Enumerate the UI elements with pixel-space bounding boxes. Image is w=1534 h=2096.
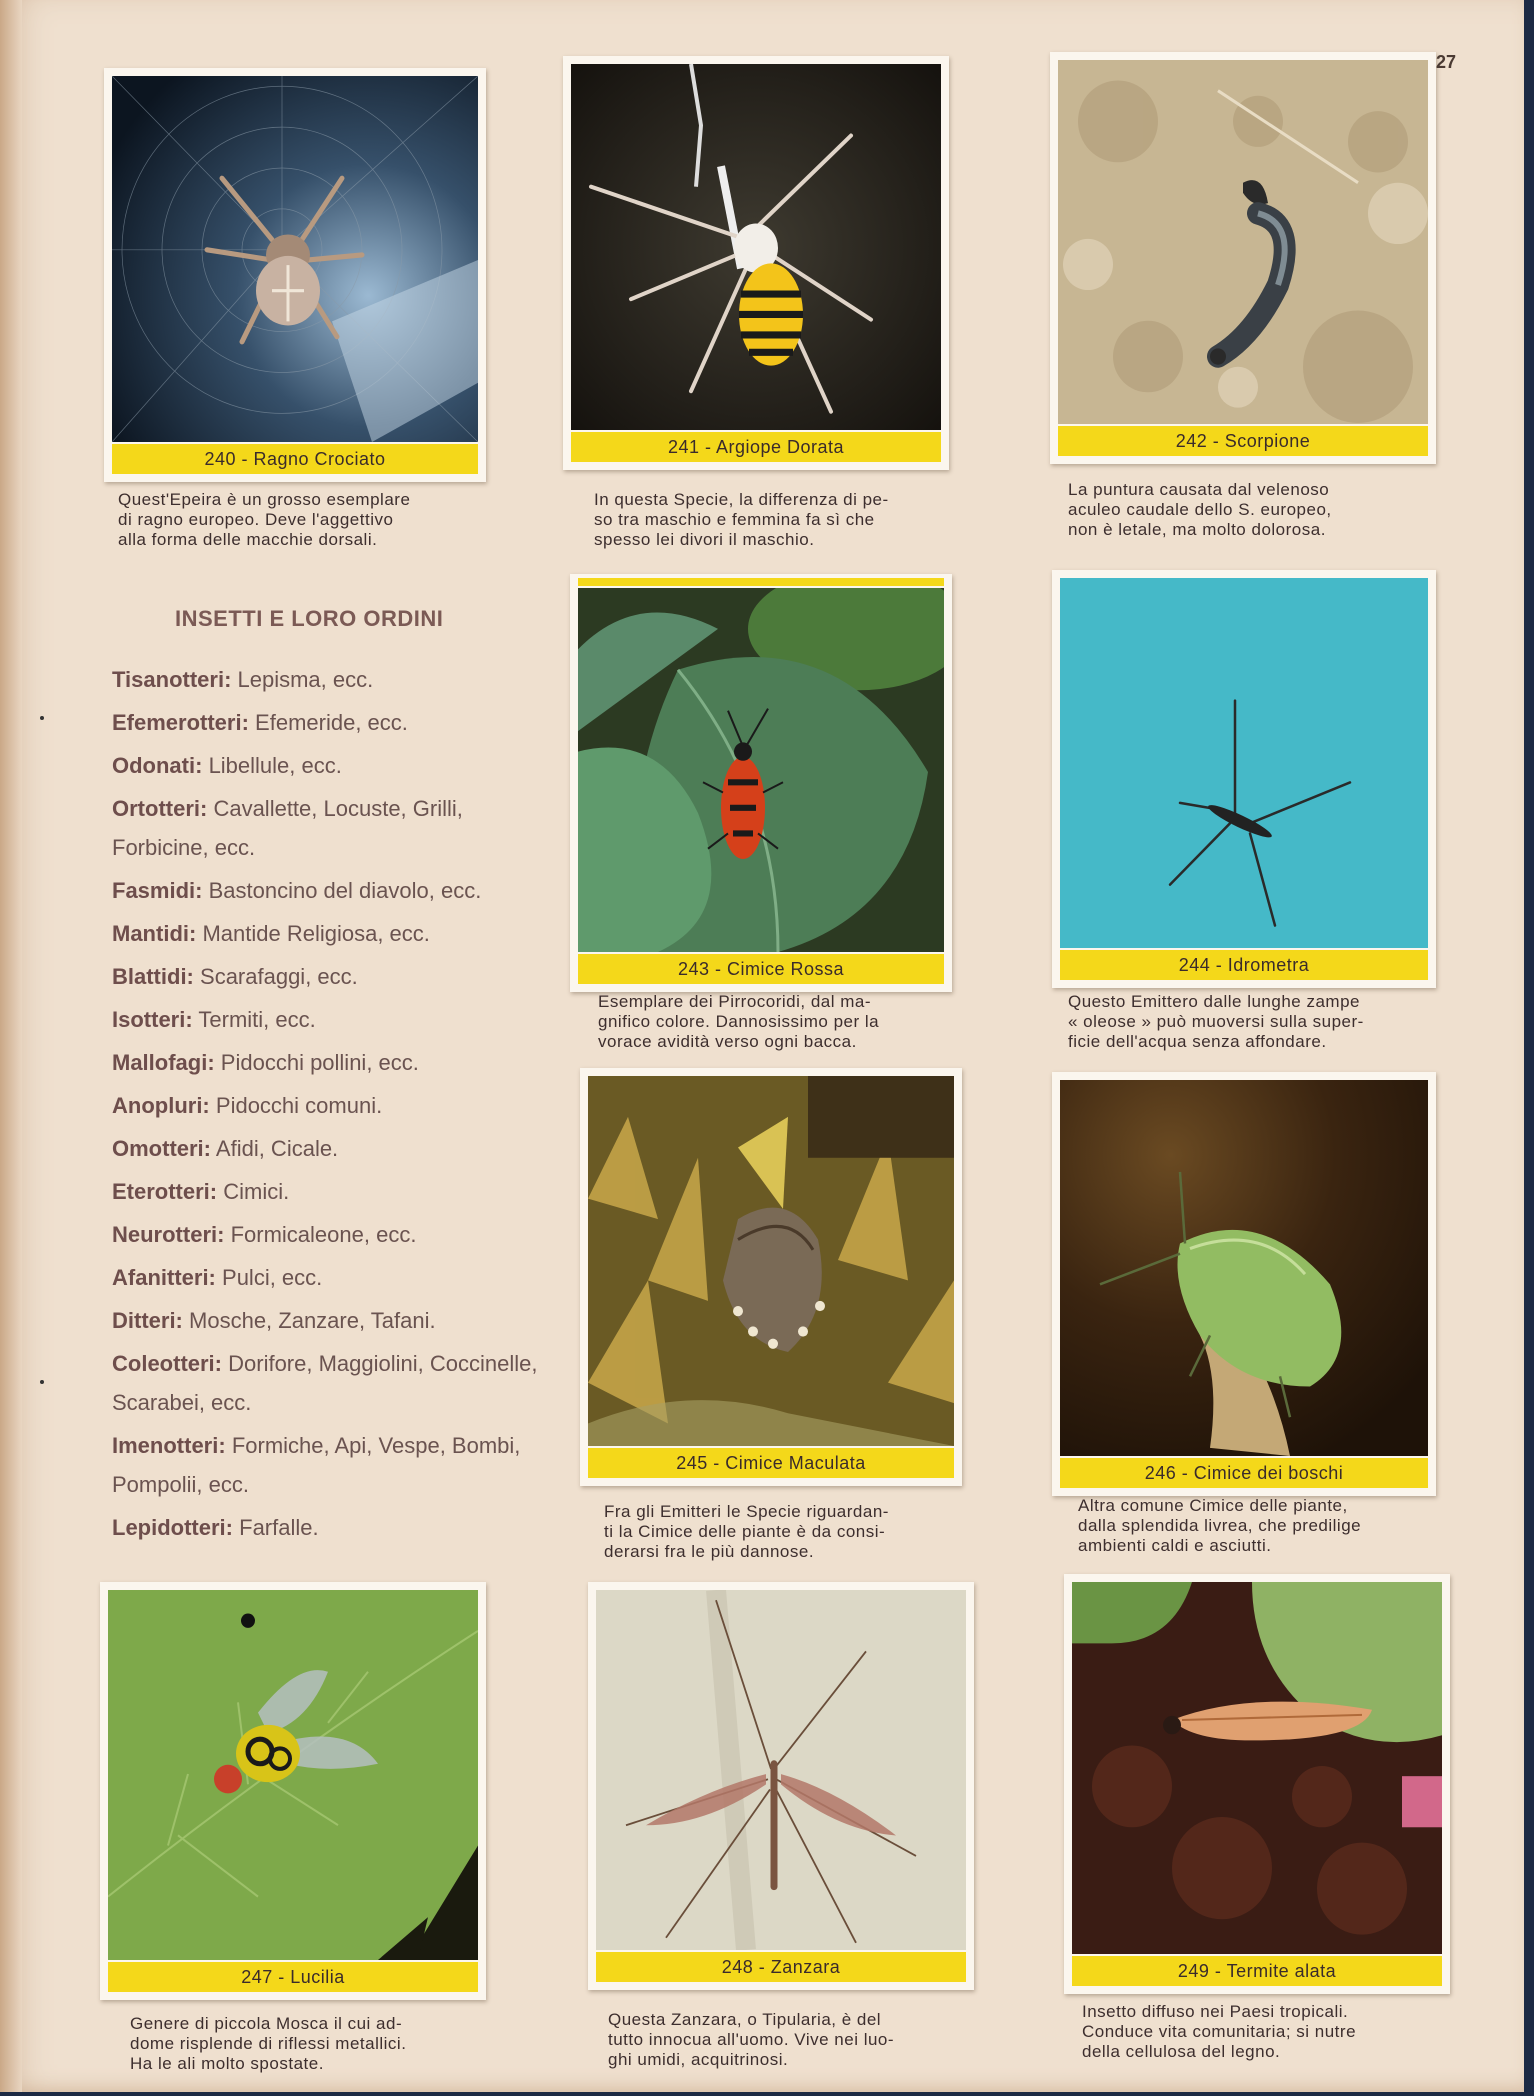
order-item: Coleotteri: Dorifore, Maggiolini, Coccinelle, Scarabei, ecc. bbox=[112, 1351, 538, 1415]
order-item: Lepidotteri: Farfalle. bbox=[112, 1515, 319, 1540]
water-strider-photo bbox=[1060, 578, 1428, 948]
sticker-caption: 247 - Lucilia bbox=[108, 1962, 478, 1992]
sticker-top-strip bbox=[578, 578, 944, 586]
order-item: Fasmidi: Bastoncino del diavolo, ecc. bbox=[112, 878, 482, 903]
termite-photo bbox=[1072, 1582, 1442, 1954]
order-item: Ortotteri: Cavallette, Locuste, Grilli, Forbicine, ecc. bbox=[112, 796, 463, 860]
sticker-card-240 bbox=[104, 68, 486, 482]
order-item: Efemerotteri: Efemeride, ecc. bbox=[112, 710, 408, 735]
sticker-caption: 249 - Termite alata bbox=[1072, 1956, 1442, 1986]
sticker-caption: 245 - Cimice Maculata bbox=[588, 1448, 954, 1478]
sticker-description-243: Esemplare dei Pirrocoridi, dal ma- gnifico colore. Dannosissimo per la vorace avidità verso ogni bacca. bbox=[598, 992, 880, 1051]
sticker-description-246: Altra comune Cimice delle piante, dalla splendida livrea, che predilige ambienti caldi e asciutti. bbox=[1078, 1496, 1362, 1555]
page-binding bbox=[0, 0, 22, 2092]
sticker-description-245: Fra gli Emitteri le Specie riguardan- ti la Cimice delle piante è da consi- derarsi fra le più dannose. bbox=[604, 1502, 889, 1561]
page-number: 27 bbox=[1436, 52, 1457, 72]
order-item: Odonati: Libellule, ecc. bbox=[112, 753, 342, 778]
sticker-description-241: In questa Specie, la differenza di pe- so tra maschio e femmina fa sì che spesso lei divori il maschio. bbox=[594, 490, 889, 549]
section-title: INSETTI E LORO ORDINI bbox=[175, 606, 444, 631]
order-item: Isotteri: Termiti, ecc. bbox=[112, 1007, 316, 1032]
order-item: Tisanotteri: Lepisma, ecc. bbox=[112, 667, 374, 692]
sticker-card-246 bbox=[1052, 1072, 1436, 1496]
sticker-card-247 bbox=[100, 1582, 486, 2000]
sticker-caption: 244 - Idrometra bbox=[1060, 950, 1428, 980]
spotted-bug-photo bbox=[588, 1076, 954, 1446]
order-item: Afanitteri: Pulci, ecc. bbox=[112, 1265, 323, 1290]
sticker-caption: 242 - Scorpione bbox=[1058, 426, 1428, 456]
sticker-description-248: Questa Zanzara, o Tipularia, è del tutto innocua all'uomo. Vive nei luo- ghi umidi, acquitrinosi. bbox=[608, 2010, 895, 2069]
fly-photo bbox=[108, 1590, 478, 1960]
sticker-card-244 bbox=[1052, 570, 1436, 988]
order-item: Anopluri: Pidocchi comuni. bbox=[112, 1093, 383, 1118]
sticker-card-245 bbox=[580, 1068, 962, 1486]
sticker-description-242: La puntura causata dal velenoso aculeo caudale dello S. europeo, non è letale, ma molto dolorosa. bbox=[1068, 480, 1332, 539]
order-item: Omotteri: Afidi, Cicale. bbox=[112, 1136, 339, 1161]
sticker-card-249 bbox=[1064, 1574, 1450, 1994]
binding-hole bbox=[40, 716, 44, 720]
sticker-caption: 243 - Cimice Rossa bbox=[578, 954, 944, 984]
forest-bug-photo bbox=[1060, 1080, 1428, 1456]
sticker-caption: 240 - Ragno Crociato bbox=[112, 444, 478, 474]
argiope-photo bbox=[571, 64, 941, 430]
sticker-caption: 248 - Zanzara bbox=[596, 1952, 966, 1982]
order-item: Imenotteri: Formiche, Api, Vespe, Bombi, Pompolii, ecc. bbox=[112, 1433, 521, 1497]
order-item: Blattidi: Scarafaggi, ecc. bbox=[112, 964, 358, 989]
sticker-description-244: Questo Emittero dalle lunghe zampe « oleose » può muoversi sulla super- ficie dell'acqua senza affondare. bbox=[1068, 992, 1364, 1051]
sticker-caption: 241 - Argiope Dorata bbox=[571, 432, 941, 462]
spider-photo bbox=[112, 76, 478, 442]
sticker-caption: 246 - Cimice dei boschi bbox=[1060, 1458, 1428, 1488]
sticker-card-243 bbox=[570, 574, 952, 992]
order-item: Mantidi: Mantide Religiosa, ecc. bbox=[112, 921, 430, 946]
order-item: Ditteri: Mosche, Zanzare, Tafani. bbox=[112, 1308, 436, 1333]
sticker-card-248 bbox=[588, 1582, 974, 1990]
order-item: Mallofagi: Pidocchi pollini, ecc. bbox=[112, 1050, 419, 1075]
sticker-description-247: Genere di piccola Mosca il cui ad- dome risplende di riflessi metallici. Ha le ali molto spostate. bbox=[130, 2014, 407, 2073]
sticker-description-240: Quest'Epeira è un grosso esemplare di ragno europeo. Deve l'aggettivo alla forma delle macchie dorsali. bbox=[118, 490, 411, 549]
sticker-card-242 bbox=[1050, 52, 1436, 464]
scorpion-photo bbox=[1058, 60, 1428, 424]
binding-hole bbox=[40, 1380, 44, 1384]
crane-fly-photo bbox=[596, 1590, 966, 1950]
order-item: Eterotteri: Cimici. bbox=[112, 1179, 290, 1204]
red-bug-photo bbox=[578, 588, 944, 952]
sticker-description-249: Insetto diffuso nei Paesi tropicali. Conduce vita comunitaria; si nutre della cellulosa del legno. bbox=[1082, 2002, 1357, 2061]
sticker-card-241 bbox=[563, 56, 949, 470]
insect-orders-list bbox=[112, 660, 557, 1551]
order-item: Neurotteri: Formicaleone, ecc. bbox=[112, 1222, 417, 1247]
